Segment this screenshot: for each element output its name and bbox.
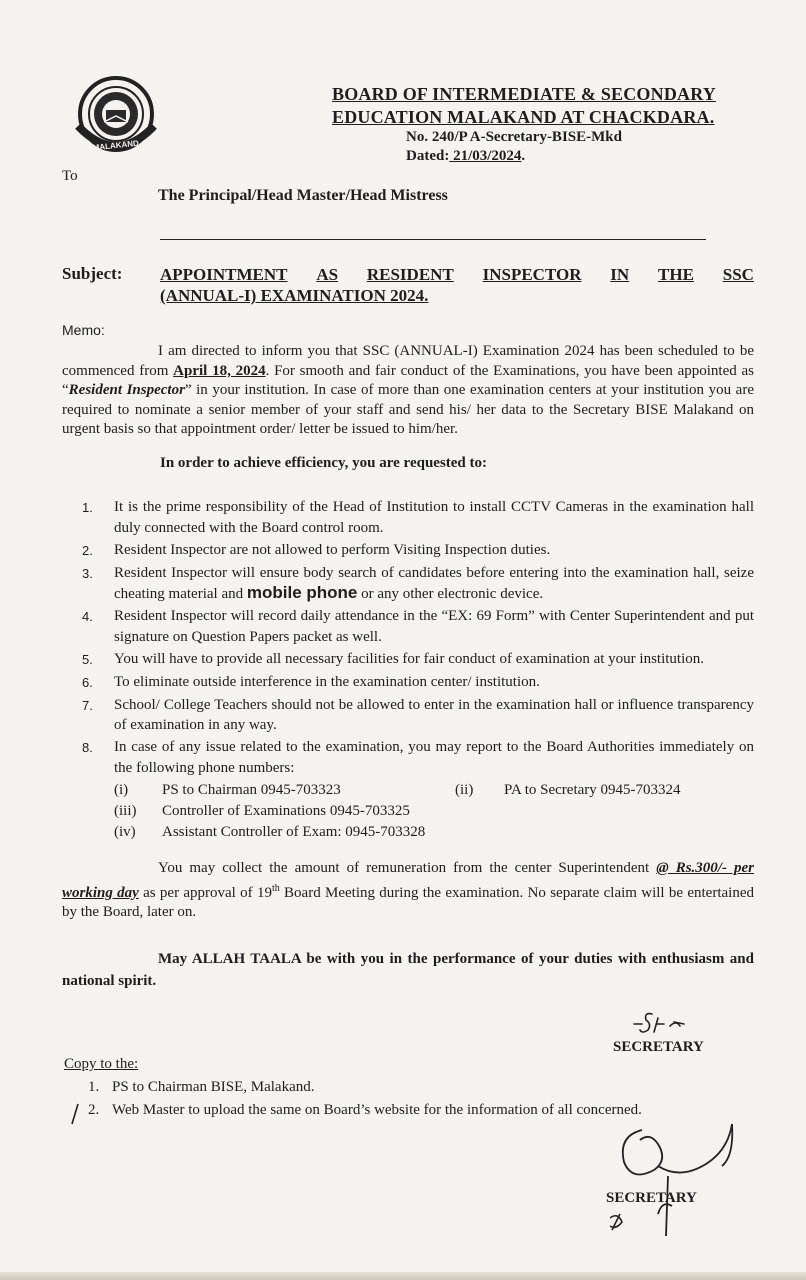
copy-to-label: Copy to the: xyxy=(64,1056,139,1072)
dated-value: 21/03/2024 xyxy=(449,148,522,164)
reference-number: No. 240/P A-Secretary-BISE-Mkd xyxy=(406,129,622,145)
subject-line2: (ANNUAL-I) EXAMINATION 2024. xyxy=(160,286,429,305)
to-label: To xyxy=(62,168,78,184)
secretary-signature xyxy=(630,1006,690,1040)
svg-text:MALAKAND: MALAKAND xyxy=(92,138,140,153)
list-item: 4. Resident Inspector will record daily attendance in the “EX: 69 Form” with Center Superintendent and put signature on Question Papers packet as well. xyxy=(82,608,754,645)
subject-text xyxy=(160,264,754,306)
list-item: 7. School/ College Teachers should not be allowed to enter in the examination hall or influence transparency of examination in any way. xyxy=(82,696,754,733)
request-heading: In order to achieve efficiency, you are requested to: xyxy=(160,455,488,471)
memo-label: Memo: xyxy=(62,322,105,338)
subject-word: INSPECTOR xyxy=(482,265,582,284)
phone-row: (iii) Controller of Examinations 0945-703325 xyxy=(114,802,410,819)
remuneration-rate: @ Rs.300/- per working day xyxy=(62,860,754,901)
subject-word: IN xyxy=(610,265,630,284)
page-bottom-edge xyxy=(0,1272,806,1280)
intro-text-2: . For smooth and fair conduct of the Examinations, you have been appointed as “ xyxy=(62,362,754,398)
copy-item: 2. Web Master to upload the same on Board’s website for the information of all concerned. xyxy=(88,1102,642,1118)
intro-paragraph xyxy=(62,342,754,440)
list-item: 8. In case of any issue related to the examination, you may report to the Board Authorities immediately on the following phone numbers: xyxy=(82,739,754,776)
list-item: 2. Resident Inspector are not allowed to perform Visiting Inspection duties. xyxy=(82,541,551,558)
copy-signatory-title: SECRETARY xyxy=(606,1190,697,1206)
list-item: 3. Resident Inspector will ensure body search of candidates before entering into the examination hall, seize cheating material and mobile phone or any other electronic device. xyxy=(82,564,754,602)
dated-label: Dated: xyxy=(406,148,450,164)
list-item: 5. You will have to provide all necessary facilities for fair conduct of examination at your institution. xyxy=(82,650,704,667)
intro-text-1: I am directed to inform you that SSC (ANNUAL-I) Examination 2024 has been scheduled to be commenced from xyxy=(62,343,754,379)
recipient-line: The Principal/Head Master/Head Mistress xyxy=(158,187,448,204)
mobile-phone-emphasis: mobile phone xyxy=(246,583,358,602)
subject-line1 xyxy=(160,264,754,285)
phone-number-list xyxy=(114,780,754,843)
list-item: 1. It is the prime responsibility of the Head of Institution to install CCTV Cameras in the examination hall duly connected with the Board control room. xyxy=(82,499,754,536)
subject-word: THE xyxy=(658,265,694,284)
dated-line: Dated: 21/03/2024. xyxy=(406,148,526,164)
subject-label: Subject: xyxy=(62,264,123,283)
handwritten-signature xyxy=(610,1110,750,1240)
board-name-line2: EDUCATION MALAKAND AT CHACKDARA. xyxy=(332,107,715,127)
subject-word: APPOINTMENT xyxy=(160,265,288,284)
appointed-role: Resident Inspector xyxy=(68,382,185,398)
instruction-list xyxy=(82,497,754,843)
subject-word: AS xyxy=(316,265,339,284)
subject-word: SSC xyxy=(722,265,754,284)
exam-start-date: April 18, 2024 xyxy=(173,362,266,379)
subject-word: RESIDENT xyxy=(366,265,454,284)
phone-row: (i) PS to Chairman 0945-703323 (ii) PA to Secretary 0945-703324 xyxy=(114,781,681,798)
phone-row: (iv) Assistant Controller of Exam: 0945-703328 xyxy=(114,823,426,840)
secretary-title: SECRETARY xyxy=(613,1039,704,1055)
list-item: 6. To eliminate outside interference in the examination center/ institution. xyxy=(82,673,540,690)
tick-mark xyxy=(70,1102,80,1126)
remuneration-paragraph: You may collect the amount of remuneration from the center Superintendent @ Rs.300/- per working day as per approval of 19th Board Meeting during the examination. No separate claim will be entertained by the Board, later on. xyxy=(62,860,754,920)
closing-paragraph: May ALLAH TAALA be with you in the performance of your duties with enthusiasm and national spirit. xyxy=(62,951,754,989)
copy-list xyxy=(88,1076,642,1122)
board-seal-logo xyxy=(66,74,166,158)
address-blank-line xyxy=(160,239,706,240)
copy-item: 1. PS to Chairman BISE, Malakand. xyxy=(88,1079,315,1095)
board-name-line1: BOARD OF INTERMEDIATE & SECONDARY xyxy=(332,84,716,104)
intro-text-3: ” in your institution. In case of more than one examination centers at your institution you are required to nominate a senior member of your staff and send his/ her data to the Secretary BISE Malakand on urgent basis so that appointment order/ letter be issued to him/her. xyxy=(62,382,754,437)
